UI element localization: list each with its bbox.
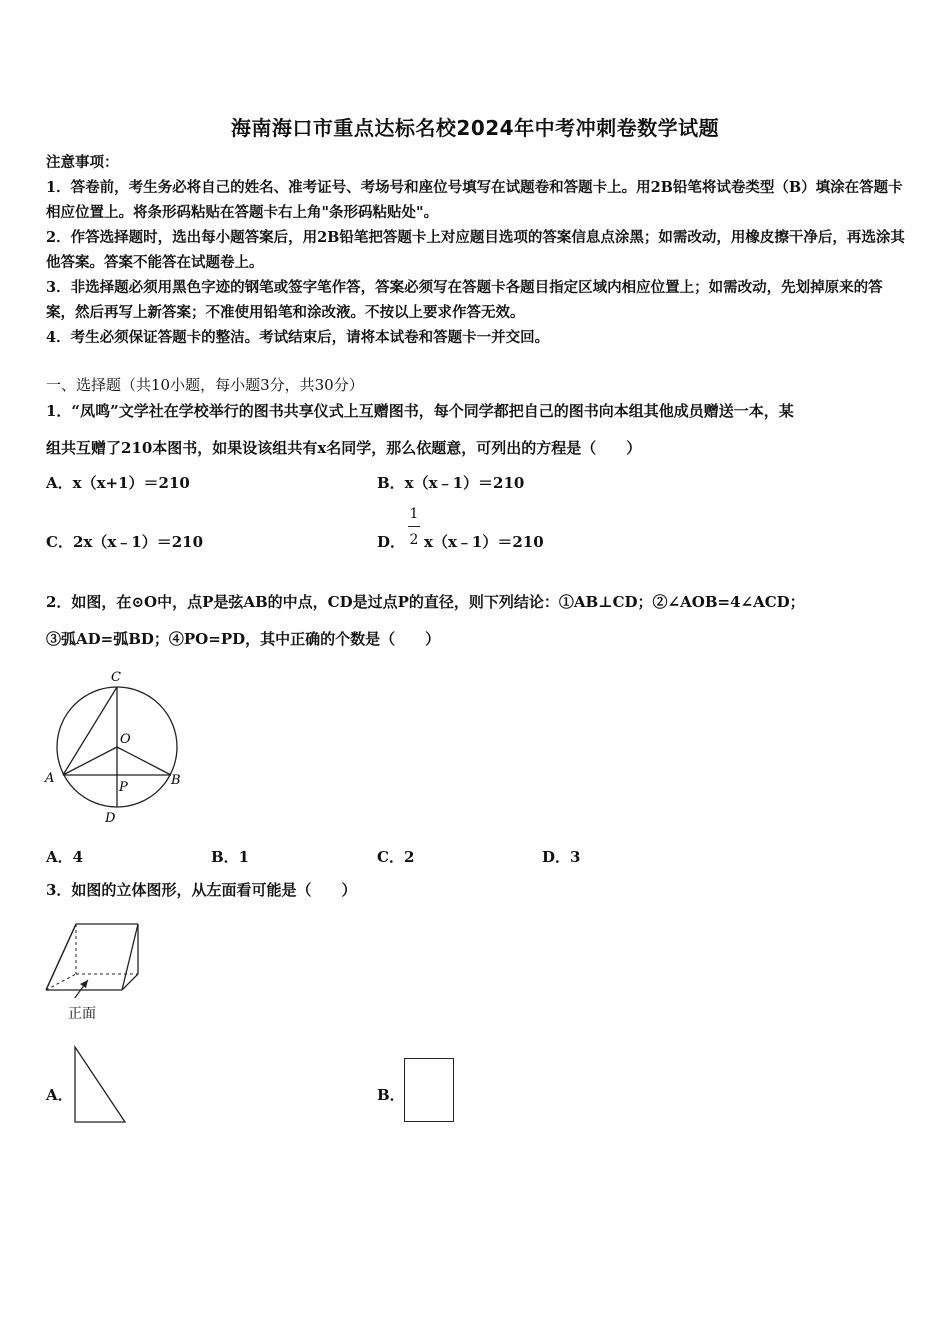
fraction-bar bbox=[408, 526, 420, 527]
label-b: B bbox=[171, 773, 181, 788]
question-2-option-c: C．2 bbox=[377, 848, 415, 866]
question-1-line-2: 组共互赠了210本图书，如果设该组共有x名同学，那么依题意，可列出的方程是（ ） bbox=[46, 439, 642, 457]
edge-left-slant bbox=[46, 924, 76, 990]
question-1-option-d-expression: x（x﹣1）＝210 bbox=[424, 533, 544, 551]
label-c: C bbox=[111, 670, 121, 685]
option-a-triangle bbox=[70, 1044, 130, 1126]
question-2-option-b: B．1 bbox=[211, 848, 250, 866]
question-3-line-1: 3．如图的立体图形，从左面看可能是（ ） bbox=[46, 881, 357, 899]
option-b-rectangle bbox=[404, 1058, 454, 1122]
question-2-option-d: D．3 bbox=[542, 848, 581, 866]
front-arrow-head bbox=[80, 980, 88, 988]
question-1-option-b: B．x（x﹣1）＝210 bbox=[377, 474, 525, 492]
label-a: A bbox=[45, 771, 55, 786]
hidden-edge-diagonal bbox=[46, 974, 76, 990]
question-1-option-d-prefix: D． bbox=[377, 533, 406, 551]
question-1-option-a: A．x（x+1）＝210 bbox=[46, 474, 190, 492]
notice-item-3: 3．非选择题必须用黑色字迹的钢笔或签字笔作答，答案必须写在答题卡各题目指定区域内相应位置上；如需改动，先划掉原来的答案，然后再写上新答案；不准使用铅笔和涂改液。不按以上要求作答无效。 bbox=[46, 279, 883, 321]
question-1-option-c: C．2x（x﹣1）＝210 bbox=[46, 533, 204, 551]
notice-item-1: 1．答卷前，考生务必将自己的姓名、准考证号、考场号和座位号填写在试题卷和答题卡上。用2B铅笔将试卷类型（B）填涂在答题卡相应位置上。将条形码粘贴在答题卡右上角"条形码粘贴处"。 bbox=[46, 179, 903, 221]
question-1-line-1: 1．“凤鸣”文学社在学校举行的图书共享仪式上互赠图书，每个同学都把自己的图书向本组其他成员赠送一本，某 bbox=[46, 402, 794, 420]
right-triangle-shape bbox=[75, 1047, 125, 1122]
notice-item-2: 2．作答选择题时，选出每小题答案后，用2B铅笔把答题卡上对应题目选项的答案信息点涂黑；如需改动，用橡皮擦干净后，再选涂其他答案。答案不能答在试题卷上。 bbox=[46, 229, 905, 271]
question-2-option-a: A．4 bbox=[46, 848, 84, 866]
edge-right-slant bbox=[122, 924, 138, 990]
notice-heading: 注意事项： bbox=[46, 154, 119, 171]
question-2-line-2: ③弧AD=弧BD；④PO=PD，其中正确的个数是（ ） bbox=[46, 630, 441, 648]
solid-figure bbox=[40, 918, 150, 998]
label-d: D bbox=[105, 811, 116, 826]
fraction-denominator: 2 bbox=[409, 532, 419, 548]
question-3-option-a: A． bbox=[46, 1086, 73, 1104]
circle-figure bbox=[40, 664, 190, 826]
segment-ac bbox=[63, 687, 117, 775]
label-o: O bbox=[120, 732, 131, 747]
page-title: 海南海口市重点达标名校2024年中考冲刺卷数学试题 bbox=[230, 116, 720, 140]
question-2-line-1: 2．如图，在⊙O中，点P是弦AB的中点，CD是过点P的直径，则下列结论：①AB⊥CD；②∠AOB=4∠ACD； bbox=[46, 593, 805, 611]
question-3-option-b: B． bbox=[377, 1086, 405, 1104]
section-heading: 一、选择题（共10小题，每小题3分，共30分） bbox=[46, 376, 364, 394]
fraction-numerator: 1 bbox=[409, 506, 419, 522]
notice-item-4: 4．考生必须保证答题卡的整洁。考试结束后，请将本试卷和答题卡一并交回。 bbox=[46, 329, 550, 346]
label-p: P bbox=[119, 780, 128, 795]
front-view-label: 正面 bbox=[68, 1006, 96, 1022]
segment-ob bbox=[117, 747, 171, 775]
